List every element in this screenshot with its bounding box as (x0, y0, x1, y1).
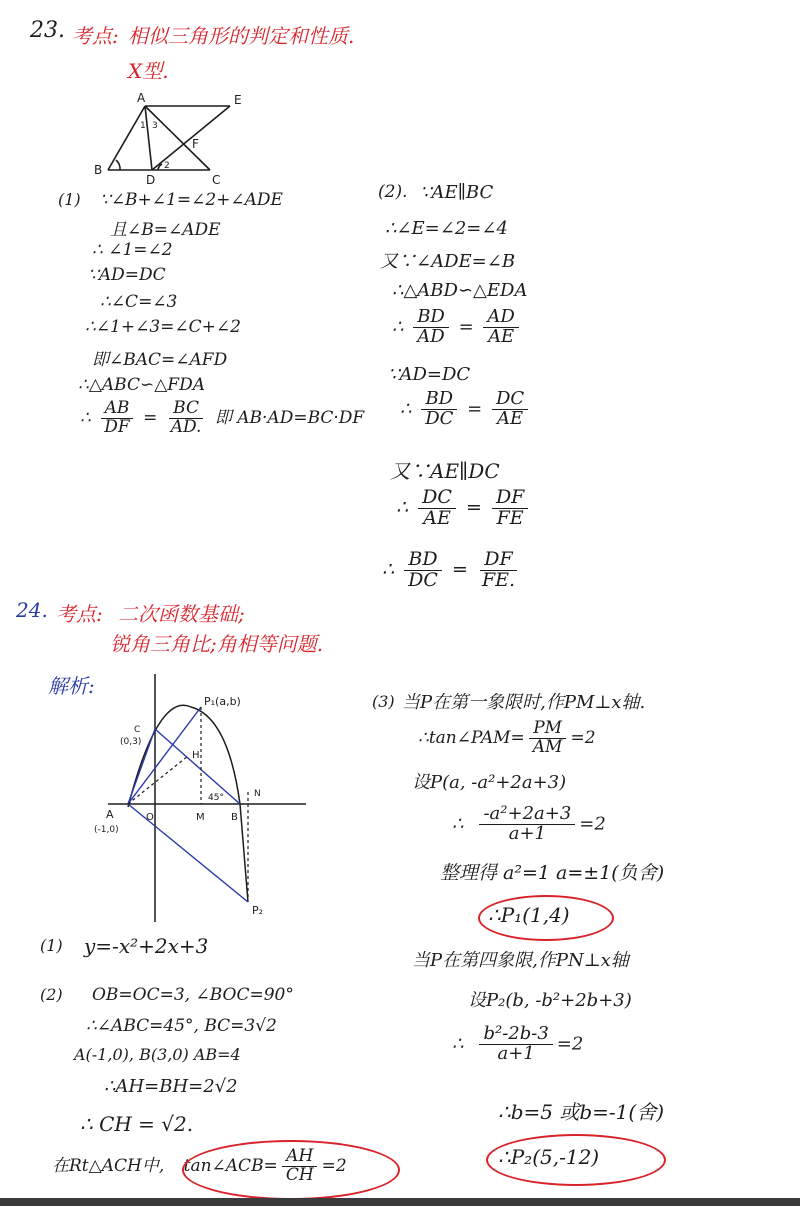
label-A: A (137, 91, 146, 105)
q24-part3-frac3: ∴ $\frac{\text{b²-2b-3}}{a+1}$ =2 (452, 1023, 584, 1064)
q24-topic-label: 考点: (56, 602, 103, 626)
q24-part3-answer1: ∴P₁(1,4) (488, 903, 570, 927)
q24-part2-line: ∴AH=BH=2√2 (104, 1076, 238, 1097)
q24-part3-frac2: ∴ $\frac{\text{-a²+2a+3}}{a+1}$ =2 (452, 803, 606, 844)
q24-part3-line: 设P₂(b, -b²+2b+3) (468, 990, 632, 1011)
label-angle-3: 3 (152, 121, 158, 131)
q23-part2-line: ∵AD=DC (388, 364, 471, 385)
label-P1: P₁(a,b) (204, 695, 241, 708)
seg-AC (145, 106, 210, 170)
label-O: O (146, 812, 154, 823)
label-C-coord: (0,3) (120, 737, 142, 747)
q24-part3-label: (3) (372, 692, 395, 711)
q24-part2-line: OB=OC=3, ∠BOC=90° (92, 985, 294, 1005)
q24-parabola-graph (88, 672, 328, 932)
q24-part2-line: A(-1,0), B(3,0) AB=4 (74, 1045, 241, 1064)
q23-part2-label: (2). (378, 182, 408, 202)
q24-part2-line: ∴∠ABC=45°, BC=3√2 (86, 1016, 277, 1036)
q23-part1-conclusion: ∴ $\frac{AB}{DF}$ = $\frac{BC}{AD.}$ 即 AB·AD=BC·DF (80, 398, 365, 437)
q23-part1-line: 即∠BAC=∠AFD (92, 350, 228, 370)
label-F: F (192, 137, 199, 151)
q24-part1-label: (1) (40, 936, 63, 955)
q24-analysis-label: 解析: (48, 674, 95, 698)
answer-oval-p1 (478, 895, 614, 941)
q23-number: 23. (30, 18, 65, 43)
q24-part3-line: 整理得 a²=1 a=±1(负舍) (440, 862, 665, 884)
label-45-deg: 45° (208, 793, 224, 803)
line-C-B (155, 729, 240, 804)
q24-part3-answer2: ∴P₂(5,-12) (498, 1145, 600, 1169)
seg-AB (108, 106, 145, 170)
q24-part1-equation: y=-x²+2x+3 (84, 934, 209, 958)
q23-topic-line2: X型. (128, 59, 169, 83)
q23-part1-line: 且∠B=∠ADE (110, 220, 221, 240)
q23-part2-frac4: ∴ $\frac{BD}{DC}$ = $\frac{DF}{FE.}$ (382, 548, 516, 591)
q23-geometry-diagram (80, 88, 280, 188)
q23-part1-label: (1) (58, 190, 81, 209)
q23-part1-line: ∵AD=DC (88, 265, 166, 285)
q24-part3-line: ∴b=5 或b=-1(舍) (498, 1100, 665, 1124)
therefore-symbol: ∴ (80, 407, 91, 428)
q23-part1-line: ∴∠C=∠3 (100, 292, 178, 312)
q23-topic-label: 考点: (72, 24, 119, 48)
product-relation: 即 AB·AD=BC·DF (214, 407, 365, 428)
q24-part2-conclusion: 在Rt△ACH中, tan∠ACB= $\frac{AH}{CH}$ =2 (52, 1146, 347, 1185)
label-A: A (106, 808, 114, 821)
label-P2: P₂ (252, 904, 264, 917)
line-A-P1 (128, 707, 201, 804)
q23-part1-line: ∴∠1+∠3=∠C+∠2 (85, 317, 241, 337)
label-C: C (212, 173, 221, 187)
q23-part1-line: ∴△ABC∽△FDA (78, 375, 206, 395)
q23-part2-line: 又∵AE∥DC (390, 459, 500, 483)
q24-part2-line: ∴ CH = √2. (80, 1112, 194, 1136)
label-E: E (234, 93, 242, 107)
q23-part2-frac3: ∴ $\frac{DC}{AE}$ = $\frac{DF}{FE}$ (396, 488, 532, 529)
label-angle-2: 2 (164, 161, 170, 171)
label-D: D (146, 173, 156, 187)
q23-part1-line: ∵∠B+∠1=∠2+∠ADE (100, 190, 283, 210)
bottom-edge-bar (0, 1198, 800, 1206)
label-N: N (254, 789, 261, 799)
q24-part3-frac1: ∴tan∠PAM= $\frac{PM}{AM}$ =2 (418, 718, 596, 757)
q23-part1-line: ∴ ∠1=∠2 (92, 240, 173, 260)
label-B: B (94, 163, 103, 177)
q23-part2-frac2: ∴ $\frac{BD}{DC}$ = $\frac{DC}{AE}$ (400, 390, 532, 429)
answer-oval-tan (182, 1140, 400, 1200)
label-A-coord: (-1,0) (94, 825, 119, 835)
label-C: C (134, 725, 141, 735)
q23-part2-line: ∵AE∥BC (420, 182, 494, 203)
q23-part2-line: 又∵∠ADE=∠B (380, 251, 516, 272)
seg-AD (145, 106, 152, 170)
label-angle-1: 1 (140, 121, 146, 131)
label-H: H (192, 750, 200, 761)
q23-part2-frac1: ∴ $\frac{BD}{AD}$ = $\frac{AD}{AE}$ (392, 308, 523, 347)
q24-topic-line2: 锐角三角比;角相等问题. (110, 632, 324, 656)
q23-topic-line1: 相似三角形的判定和性质. (128, 24, 355, 48)
q24-topic-line1: 二次函数基础; (118, 602, 245, 626)
q23-part2-line: ∴△ABD∽△EDA (392, 280, 528, 301)
q24-part3-line: 设P(a, -a²+2a+3) (412, 772, 567, 793)
q24-number: 24. (16, 598, 48, 622)
q24-part3-line: 当P在第四象限,作PN⊥x轴 (412, 950, 629, 971)
q24-part2-label: (2) (40, 985, 63, 1004)
answer-oval-p2 (486, 1134, 666, 1186)
label-M: M (196, 812, 205, 823)
q24-part3-line: 当P在第一象限时,作PM⊥x轴. (402, 692, 646, 713)
q23-part2-line: ∴∠E=∠2=∠4 (385, 218, 508, 239)
label-B: B (231, 812, 238, 823)
